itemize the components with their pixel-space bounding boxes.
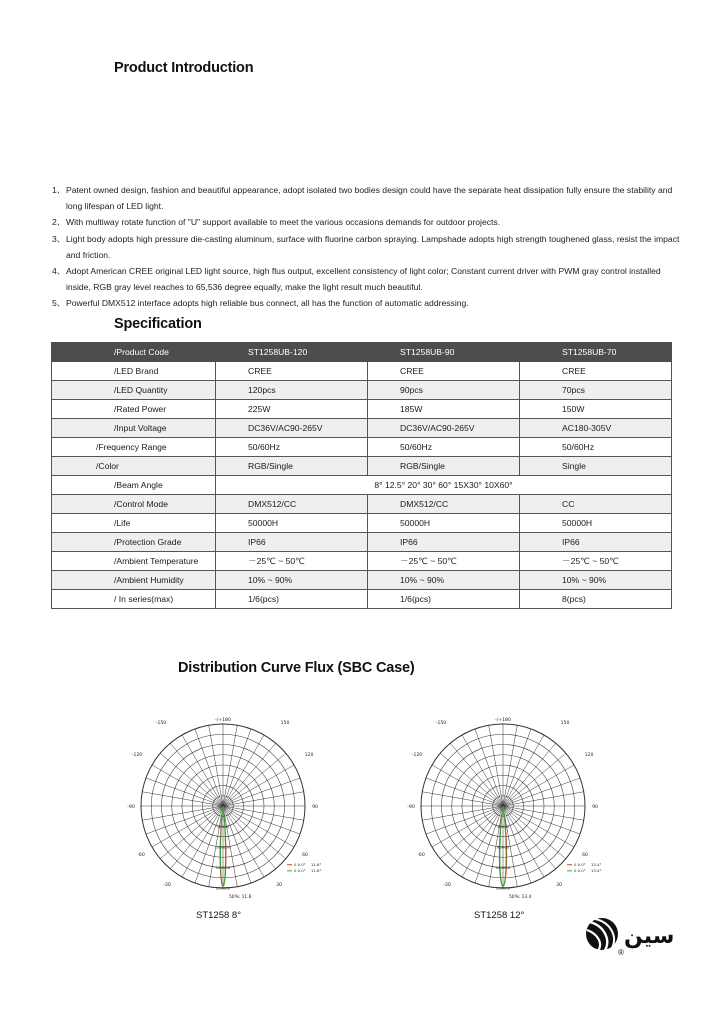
angle-label: 120 bbox=[584, 753, 594, 758]
intro-list bbox=[52, 182, 680, 312]
header-cell: ST1258UB-90 bbox=[368, 343, 520, 362]
ring-value-label: 200000 bbox=[215, 885, 231, 891]
angle-label: -30 bbox=[163, 883, 171, 888]
header-cell: /Product Code bbox=[52, 343, 216, 362]
angle-label: -120 bbox=[131, 753, 143, 758]
spec-title: Specification bbox=[114, 316, 202, 332]
table-row: /Color RGB/Single RGB/Single Single bbox=[52, 457, 672, 476]
legend-label: 0 0.0° bbox=[574, 868, 586, 873]
legend-label: 0 0.0° bbox=[294, 868, 306, 873]
table-row: /Control Mode DMX512/CC DMX512/CC CC bbox=[52, 495, 672, 514]
chart-caption: ST1258 12° bbox=[474, 910, 525, 921]
table-row: /Protection Grade IP66 IP66 IP66 bbox=[52, 533, 672, 552]
ring-value-label: 80000 bbox=[496, 844, 510, 850]
polar-chart-12deg bbox=[398, 706, 608, 906]
ring-value-label: 160000 bbox=[495, 885, 511, 891]
angle-label: -60 bbox=[417, 853, 425, 858]
bottom-note: 50%: 11.6 bbox=[229, 895, 252, 900]
brand-logo bbox=[582, 912, 692, 966]
angle-label: 30 bbox=[556, 883, 562, 888]
list-item: 3、 Light body adopts high pressure die-casting aluminum, surface with fluorine carbon spraying. Lampshade adopts high strength toughened glass, resist the impact and friction. bbox=[52, 233, 680, 260]
distribution-title: Distribution Curve Flux (SBC Case) bbox=[178, 660, 415, 676]
angle-label: -/+180 bbox=[215, 718, 231, 723]
brand-wordmark: سين bbox=[624, 924, 675, 949]
table-row: /Ambient Temperature －25℃ ~ 50℃ －25℃ ~ 50℃ －25℃ ~ 50℃ bbox=[52, 552, 672, 571]
angle-label: 90 bbox=[592, 805, 598, 810]
table-row: /LED Quantity 120pcs 90pcs 70pcs bbox=[52, 381, 672, 400]
ring-value-label: 40000 bbox=[496, 824, 510, 829]
angle-label: -150 bbox=[155, 721, 167, 726]
table-row: /Rated Power 225W 185W 150W bbox=[52, 400, 672, 419]
list-item: 1、 Patent owned design, fashion and beautiful appearance, adopt isolated two bodies design could have the separate heat dissipation fully ensure the stability and long lifespan of LED light. bbox=[52, 185, 673, 212]
legend-label: 0 0.0° bbox=[574, 862, 586, 867]
ring-value-label: 100000 bbox=[215, 844, 231, 850]
table-row: /LED Brand CREE CREE CREE bbox=[52, 362, 672, 381]
angle-label: -150 bbox=[435, 721, 447, 726]
legend-value: 11.6° bbox=[311, 868, 322, 873]
table-row: /Ambient Humidity 10% ~ 90% 10% ~ 90% 10% ~ 90% bbox=[52, 571, 672, 590]
angle-label: 120 bbox=[304, 753, 314, 758]
angle-label: -90 bbox=[407, 805, 415, 810]
angle-label: 60 bbox=[302, 853, 308, 858]
bottom-note: 50%: 13.4 bbox=[509, 895, 532, 900]
angle-label: -30 bbox=[443, 883, 451, 888]
angle-label: -90 bbox=[127, 805, 135, 810]
legend-label: 0 0.0° bbox=[294, 862, 306, 867]
ring-value-label: 120000 bbox=[495, 865, 511, 870]
spec-table bbox=[51, 342, 672, 609]
list-item: 4、 Adopt American CREE original LED light source, high flus output, excellent consistency of light color; Constant current driver with PWM gray control installed inside, RGB gray level reaches to 65,536 degree equally, make the light result much beautiful. bbox=[52, 266, 661, 293]
ring-value-label: 150000 bbox=[215, 865, 231, 870]
ring-value-label: 50000 bbox=[216, 824, 230, 829]
chart-caption: ST1258 8° bbox=[196, 910, 241, 921]
angle-label: -120 bbox=[411, 753, 423, 758]
angle-label: -60 bbox=[137, 853, 145, 858]
header-cell: ST1258UB-120 bbox=[216, 343, 368, 362]
legend-value: 13.4° bbox=[591, 868, 602, 873]
polar-chart-8deg bbox=[118, 706, 328, 906]
table-row: /Life 50000H 50000H 50000H bbox=[52, 514, 672, 533]
angle-label: 150 bbox=[280, 721, 290, 726]
list-item: 2、 With multiway rotate function of "U" support available to meet the various occasions demands for outdoor projects. bbox=[52, 217, 501, 228]
header-cell: ST1258UB-70 bbox=[520, 343, 672, 362]
intro-title: Product Introduction bbox=[114, 60, 254, 76]
table-row: / In series(max) 1/6(pcs) 1/6(pcs) 8(pcs) bbox=[52, 590, 672, 609]
registered-mark: ® bbox=[618, 948, 624, 957]
angle-label: 90 bbox=[312, 805, 318, 810]
angle-label: -/+180 bbox=[495, 718, 511, 723]
angle-label: 30 bbox=[276, 883, 282, 888]
list-item: 5、 Powerful DMX512 interface adopts high reliable bus connect, all has the function of automatic addressing. bbox=[52, 298, 469, 309]
table-row: /Beam Angle 8° 12.5° 20° 30° 60° 15X30° 10X60° bbox=[52, 476, 672, 495]
table-row: /Frequency Range 50/60Hz 50/60Hz 50/60Hz bbox=[52, 438, 672, 457]
legend-value: 13.4° bbox=[591, 862, 602, 867]
legend-value: 11.6° bbox=[311, 862, 322, 867]
table-row: /Input Voltage DC36V/AC90-265V DC36V/AC90-265V AC180-305V bbox=[52, 419, 672, 438]
angle-label: 60 bbox=[582, 853, 588, 858]
table-header-row bbox=[52, 343, 672, 362]
angle-label: 150 bbox=[560, 721, 570, 726]
